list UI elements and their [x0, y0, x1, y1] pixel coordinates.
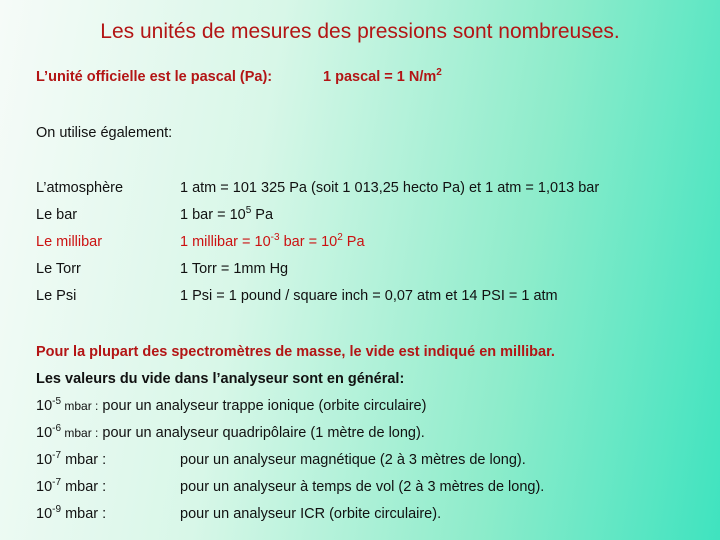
- official-unit-value: 1 pascal = 1 $N/m^2$: [323, 67, 442, 85]
- official-unit-label: L’unité officielle est le pascal (Pa):: [36, 69, 273, 85]
- vacuum-row: $10^{-5}$ mbar : pour un analyseur trappe ionique (orbite circulaire): [36, 396, 427, 414]
- unit-def-bar: 1 bar = $10^5$ Pa: [180, 205, 274, 223]
- unit-def-millibar: 1 millibar = $10^{-3}$ bar = $10^2$ Pa: [180, 232, 365, 250]
- unit-name-atm: L’atmosphère: [36, 180, 124, 196]
- vacuum-row-desc: pour un analyseur à temps de vol (2 à 3 mètres de long).: [180, 479, 545, 495]
- spectro-note: Pour la plupart des spectromètres de masse, le vide est indiqué en millibar.: [36, 344, 555, 360]
- unit-name-psi: Le Psi: [36, 288, 77, 304]
- vacuum-row: $10^{-6}$ mbar : pour un analyseur quadripôlaire (1 mètre de long).: [36, 423, 425, 441]
- vacuum-row-desc: pour un analyseur ICR (orbite circulaire).: [180, 506, 442, 522]
- vacuum-row-value: $10^{-9}$ mbar :: [36, 504, 107, 522]
- unit-name-torr: Le Torr: [36, 261, 81, 277]
- unit-def-atm: 1 atm = 101 325 Pa (soit 1 013,25 hecto Pa) et 1 atm = 1,013 bar: [180, 180, 600, 196]
- unit-def-psi: 1 Psi = 1 pound / square inch = 0,07 atm et 14 PSI = 1 atm: [180, 288, 558, 304]
- vacuum-row-desc: pour un analyseur magnétique (2 à 3 mètres de long).: [180, 452, 526, 468]
- vacuum-row-value: $10^{-7}$ mbar :: [36, 477, 107, 495]
- vacuum-intro: Les valeurs du vide dans l’analyseur sont en général:: [36, 371, 405, 387]
- also-used-label: On utilise également:: [36, 125, 173, 141]
- vacuum-row-value: $10^{-7}$ mbar :: [36, 450, 107, 468]
- unit-def-torr: 1 Torr = 1mm Hg: [180, 261, 289, 277]
- unit-name-millibar: Le millibar: [36, 234, 103, 250]
- unit-name-bar: Le bar: [36, 207, 78, 223]
- slide-title: Les unités de mesures des pressions sont nombreuses.: [100, 20, 620, 43]
